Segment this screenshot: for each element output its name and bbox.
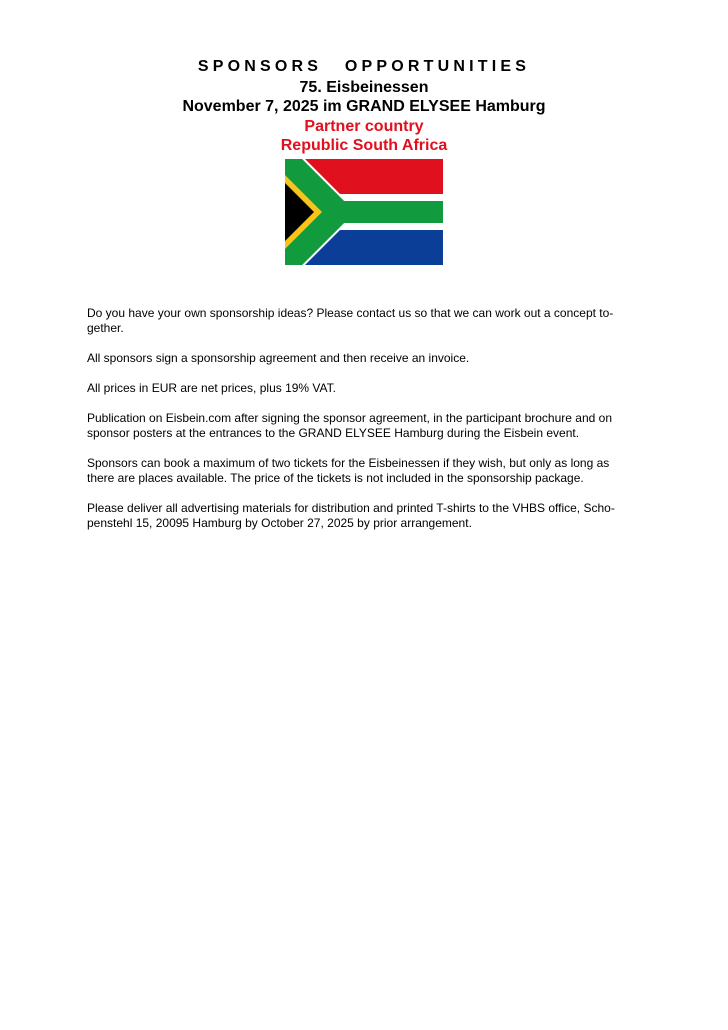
text-line: Sponsors can book a maximum of two tickets for the Eisbeinessen if they wish, but only as long as: [87, 456, 610, 470]
paragraph-agreement: [87, 351, 639, 366]
text-line: gether.: [87, 321, 124, 335]
text-line: there are places available. The price of the tickets is not included in the sponsorship package.: [87, 471, 584, 485]
text-line: All prices in EUR are net prices, plus 19% VAT.: [87, 381, 336, 395]
event-date-venue: November 7, 2025 im GRAND ELYSEE Hamburg: [182, 98, 546, 115]
page-header: [0, 57, 728, 156]
text-line: sponsor posters at the entrances to the GRAND ELYSEE Hamburg during the Eisbein event.: [87, 426, 580, 440]
text-line: All sponsors sign a sponsorship agreement and then receive an invoice.: [87, 351, 470, 365]
text-line: Please deliver all advertising materials for distribution and printed T-shirts to the VHBS office, Scho-: [87, 501, 615, 515]
paragraph-sponsorship-ideas: [87, 306, 639, 336]
paragraph-prices: [87, 381, 639, 396]
paragraph-tickets: [87, 456, 639, 486]
paragraph-publication: [87, 411, 639, 441]
partner-label: Partner country: [304, 117, 424, 135]
document-body: [87, 306, 639, 546]
text-line: Publication on Eisbein.com after signing the sponsor agreement, in the participant brochure and on: [87, 411, 612, 425]
text-line: penstehl 15, 20095 Hamburg by October 27, 2025 by prior arrangement.: [87, 516, 472, 530]
event-name: 75. Eisbeinessen: [299, 78, 429, 96]
text-line: Do you have your own sponsorship ideas? Please contact us so that we can work out a concept to-: [87, 306, 614, 320]
paragraph-delivery: [87, 501, 639, 531]
page-title: SPONSORS OPPORTUNITIES: [197, 58, 531, 75]
south-africa-flag-icon: [285, 159, 443, 265]
partner-country: Republic South Africa: [280, 137, 448, 154]
